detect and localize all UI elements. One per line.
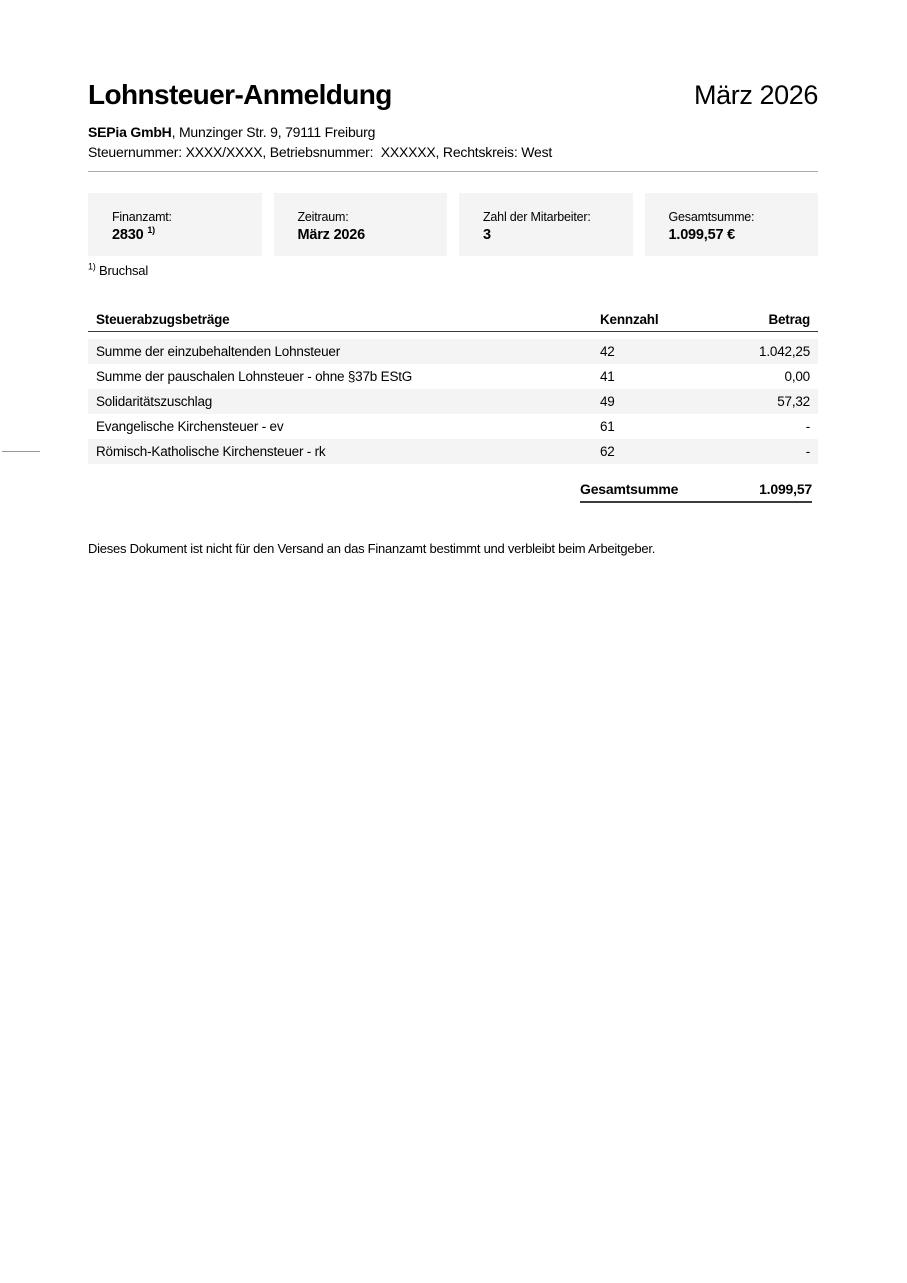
row-code: 61 — [600, 419, 615, 434]
summary-boxes — [88, 193, 818, 256]
box-label: Finanzamt: — [112, 210, 172, 224]
company-address: , Munzinger Str. 9, 79111 Freiburg — [171, 124, 376, 140]
footnote-ref: 1) — [88, 261, 96, 272]
box-value: März 2026 — [297, 227, 366, 243]
summary-box-mitarbeiter — [459, 193, 633, 256]
tax-table — [88, 308, 818, 464]
footer-note: Dieses Dokument ist nicht für den Versand an das Finanzamt bestimmt und verbleibt beim Arbeitgeber. — [88, 541, 656, 556]
column-header-code: Kennzahl — [600, 312, 659, 327]
row-amount: 1.042,25 — [759, 344, 810, 359]
table-row — [88, 439, 818, 464]
box-value — [112, 227, 256, 243]
box-label: Zeitraum: — [297, 210, 349, 224]
summary-box-gesamtsumme — [645, 193, 819, 256]
row-amount: - — [805, 419, 810, 434]
tax-number-line: Steuernummer: XXXX/XXXX, Betriebsnummer: XXXXXX, Rechtskreis: West — [88, 144, 553, 160]
box-value: 1.099,57 € — [668, 227, 736, 243]
table-row — [88, 339, 818, 364]
footnote-bruchsal — [88, 263, 818, 278]
row-code: 42 — [600, 344, 615, 359]
document-header — [88, 80, 818, 110]
summary-box-zeitraum — [274, 193, 448, 256]
row-code: 49 — [600, 394, 615, 409]
table-header-row — [88, 308, 818, 332]
row-code: 62 — [600, 444, 615, 459]
total-label: Gesamtsumme — [580, 481, 679, 497]
box-label: Gesamtsumme: — [668, 210, 755, 224]
period-heading: März 2026 — [694, 80, 818, 110]
column-header-description: Steuerabzugsbeträge — [96, 312, 230, 327]
box-value: 3 — [483, 227, 491, 243]
total-amount: 1.099,57 — [759, 481, 812, 497]
table-row — [88, 364, 818, 389]
footnote-ref: 1) — [147, 225, 155, 236]
row-description: Evangelische Kirchensteuer - ev — [96, 419, 284, 434]
row-amount: 57,32 — [777, 394, 810, 409]
row-description: Römisch-Katholische Kirchensteuer - rk — [96, 444, 326, 459]
row-amount: 0,00 — [784, 369, 810, 384]
document-content — [88, 0, 818, 557]
header-divider — [88, 171, 818, 172]
row-amount: - — [805, 444, 810, 459]
fold-mark — [2, 451, 40, 452]
table-row — [88, 389, 818, 414]
column-header-amount: Betrag — [768, 312, 810, 327]
total-row — [580, 482, 812, 503]
row-description: Solidaritätszuschlag — [96, 394, 213, 409]
footnote-text: Bruchsal — [99, 263, 149, 278]
company-line — [88, 122, 818, 142]
finanzamt-value: 2830 — [112, 227, 144, 243]
box-label: Zahl der Mitarbeiter: — [483, 210, 591, 224]
row-description: Summe der einzubehaltenden Lohnsteuer — [96, 344, 341, 359]
summary-box-finanzamt — [88, 193, 262, 256]
row-description: Summe der pauschalen Lohnsteuer - ohne §37b EStG — [96, 369, 413, 384]
company-name: SEPia GmbH — [88, 124, 172, 140]
row-code: 41 — [600, 369, 615, 384]
table-row — [88, 414, 818, 439]
page-title: Lohnsteuer-Anmeldung — [88, 79, 392, 110]
